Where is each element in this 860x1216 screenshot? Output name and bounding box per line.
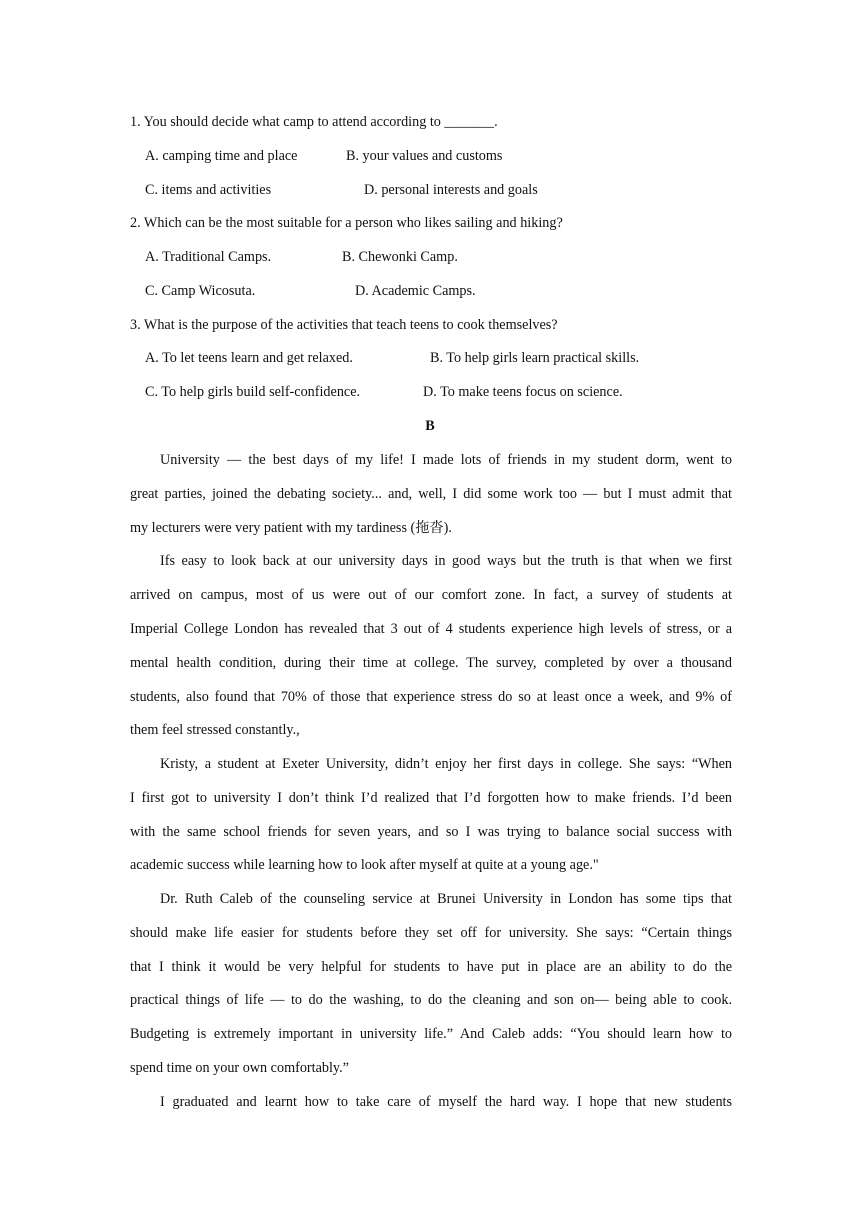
passage-line: practical things of life — to do the washing, to do the cleaning and son on— being able to cook. (130, 992, 732, 1008)
passage-line: that I think it would be very helpful for students to have put in place are an ability to do the (130, 959, 732, 975)
passage-line: spend time on your own comfortably.” (130, 1060, 349, 1076)
question-2-option-a: A. Traditional Camps. (145, 249, 272, 265)
passage-line: them feel stressed constantly., (130, 722, 300, 738)
passage-line: I graduated and learnt how to take care of myself the hard way. I hope that new students (160, 1094, 732, 1110)
question-3-option-a: A. To let teens learn and get relaxed. (145, 350, 353, 366)
question-2-option-d: D. Academic Camps. (355, 283, 476, 299)
passage-line: mental health condition, during their time at college. The survey, completed by over a thousand (130, 655, 732, 671)
question-3-option-b: B. To help girls learn practical skills. (430, 350, 640, 366)
passage-line: Kristy, a student at Exeter University, didn’t enjoy her first days in college. She says: “When (160, 756, 732, 772)
passage-line: should make life easier for students before they set off for university. She says: “Certain things (130, 925, 732, 941)
passage-line: great parties, joined the debating society... and, well, I did some work too — but I must admit that (130, 486, 732, 502)
passage-line: academic success while learning how to look after myself at quite at a young age." (130, 857, 599, 873)
passage-line: I first got to university I don’t think I’d realized that I’d forgotten how to make friends. I’d been (130, 790, 732, 806)
passage-line: Dr. Ruth Caleb of the counseling service at Brunei University in London has some tips that (160, 891, 732, 907)
question-1-option-b: B. your values and customs (346, 148, 503, 164)
question-1-option-c: C. items and activities (145, 182, 272, 198)
question-3-option-c: C. To help girls build self-confidence. (145, 384, 361, 400)
passage-line: Budgeting is extremely important in university life.” And Caleb adds: “You should learn how to (130, 1026, 732, 1042)
question-1-option-a: A. camping time and place (145, 148, 298, 164)
question-1-stem: 1. You should decide what camp to attend according to _______. (130, 114, 498, 130)
question-2-option-c: C. Camp Wicosuta. (145, 283, 256, 299)
question-2-stem: 2. Which can be the most suitable for a person who likes sailing and hiking? (130, 215, 563, 231)
question-3-option-d: D. To make teens focus on science. (423, 384, 623, 400)
question-3-stem: 3. What is the purpose of the activities that teach teens to cook themselves? (130, 317, 558, 333)
passage-line: University — the best days of my life! I made lots of friends in my student dorm, went to (160, 452, 732, 468)
passage-line: with the same school friends for seven years, and so I was trying to balance social success with (130, 824, 732, 840)
passage-line: Imperial College London has revealed that 3 out of 4 students experience high levels of stress, or a (130, 621, 732, 637)
section-heading: B (425, 418, 435, 434)
passage-line: my lecturers were very patient with my tardiness (拖沓). (130, 520, 452, 536)
passage-line: students, also found that 70% of those that experience stress do so at least once a week, and 9% of (130, 689, 732, 705)
question-1-option-d: D. personal interests and goals (364, 182, 538, 198)
passage-line: Ifs easy to look back at our university days in good ways but the truth is that when we first (160, 553, 732, 569)
question-2-option-b: B. Chewonki Camp. (342, 249, 458, 265)
passage-line: arrived on campus, most of us were out of our comfort zone. In fact, a survey of students at (130, 587, 732, 603)
